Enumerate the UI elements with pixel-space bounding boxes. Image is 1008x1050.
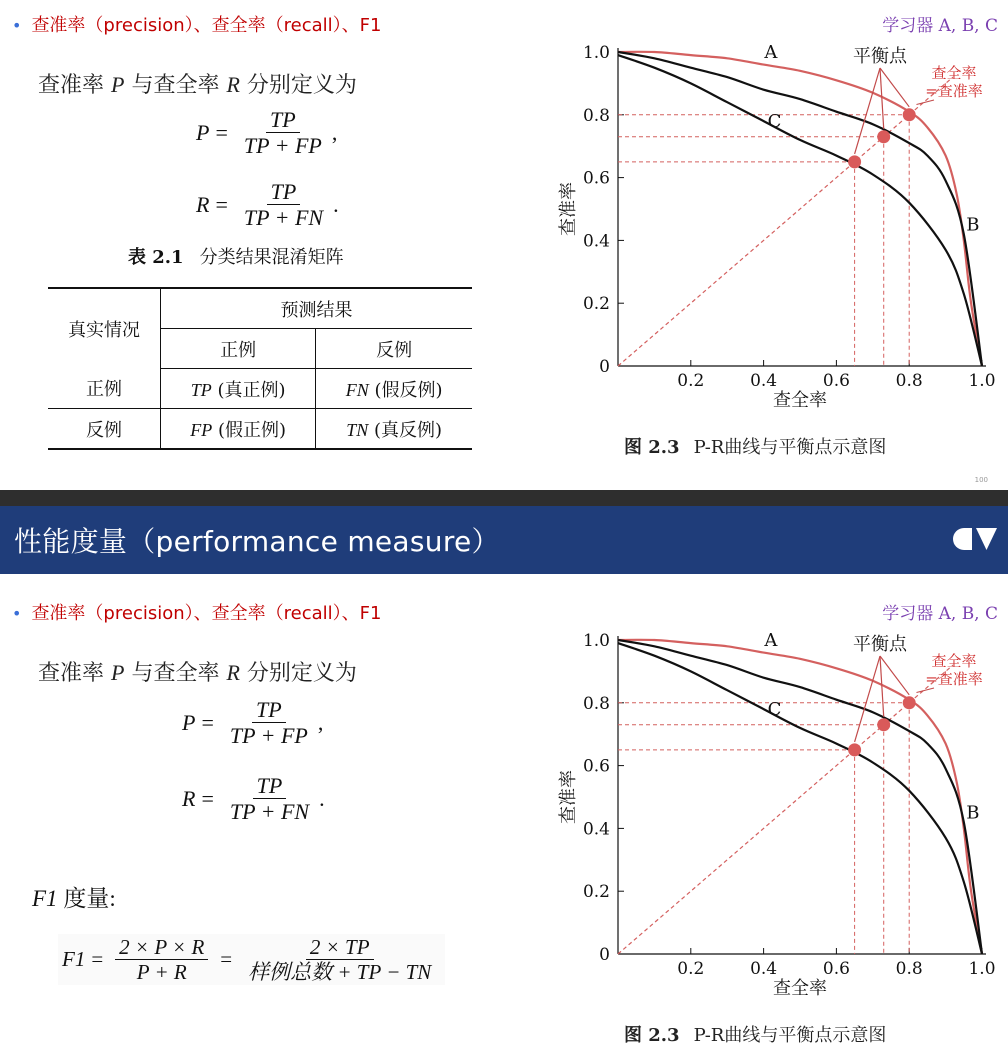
learners-label: 学习器 A, B, C <box>882 16 998 36</box>
bullet-dot-icon: • <box>12 16 22 35</box>
bullet-line <box>12 11 381 37</box>
y-tick-label: 0.6 <box>582 756 610 777</box>
cell-fn <box>316 369 472 409</box>
formula-lhs: R <box>196 191 210 217</box>
y-tick-label: 0.6 <box>582 168 610 189</box>
formula-punct: . <box>333 191 339 217</box>
definition-part: 查准率 <box>38 661 111 686</box>
definition-part: 查准率 <box>38 73 111 98</box>
diagonal-label-line2: =查准率 <box>925 670 983 688</box>
cell-symbol: TP <box>190 379 212 400</box>
y-tick-label: 0.4 <box>582 231 610 252</box>
slide-separator <box>0 490 1008 506</box>
table-caption-number: 表 2.1 <box>128 247 184 268</box>
y-tick-label: 0 <box>599 357 610 377</box>
x-axis-label: 查全率 <box>773 390 827 411</box>
formula-numerator: TP <box>253 774 287 799</box>
formula-denominator: P + R <box>136 960 187 985</box>
cell-text: (真正例) <box>211 379 286 401</box>
formula-lhs: F1 <box>62 947 86 972</box>
diagonal-label-arrow <box>916 100 934 105</box>
definition-part: 分别定义为 <box>239 73 357 98</box>
bullet-text: 查准率（precision）、查全率（recall）、F1 <box>31 603 382 624</box>
x-tick-label: 0.4 <box>750 959 778 979</box>
formula-punct: . <box>319 785 325 811</box>
break-even-label: 平衡点 <box>853 634 907 655</box>
break-even-marker-b <box>877 130 890 143</box>
symbol-r: R <box>226 72 240 97</box>
table-caption <box>128 243 344 269</box>
break-even-marker-b <box>877 718 890 731</box>
f1-label <box>32 880 116 913</box>
x-tick-label: 0.2 <box>677 371 705 391</box>
diagonal-label-arrow <box>916 688 934 693</box>
formula-punct: , <box>317 709 324 735</box>
formula-precision: P = $\frac{TP}{TP + FP}$ , <box>182 697 324 749</box>
slide-upper <box>0 0 1008 490</box>
x-tick-label: 0.6 <box>822 959 850 979</box>
x-tick-label: 0.6 <box>822 371 850 391</box>
x-axis-label: 查全率 <box>773 978 827 999</box>
y-axis-label: 查准率 <box>558 182 579 236</box>
break-even-arrow <box>880 68 909 107</box>
y-tick-label: 1.0 <box>582 43 610 63</box>
break-even-marker-a <box>903 696 916 709</box>
y-tick-label: 0.2 <box>582 294 610 315</box>
y-tick-label: 0.8 <box>582 105 610 126</box>
formula-lhs: P <box>182 709 196 735</box>
x-tick-label: 1.0 <box>968 371 996 391</box>
title-bar <box>0 506 1008 574</box>
row-label-positive: 正例 <box>86 379 122 401</box>
cell-symbol: FN <box>345 379 369 400</box>
break-even-arrow <box>880 656 909 695</box>
figure-caption-number: 图 2.3 <box>624 1025 680 1046</box>
definition-line <box>38 68 357 99</box>
diagonal-label-line2: =查准率 <box>925 82 983 100</box>
cell-tp <box>161 369 316 409</box>
header-col-positive: 正例 <box>161 329 316 369</box>
formula-denominator: TP + FN <box>243 205 324 231</box>
f1-label-text: 度量: <box>57 886 116 911</box>
figure-caption-number: 图 2.3 <box>624 437 680 458</box>
definition-part: 与查全率 <box>124 73 227 98</box>
cell-tn <box>316 409 472 450</box>
formula-f1: F1 = $\frac{2 \times P \times R}{P + R}$ = $\frac{2 \times TP}{\text{样例总数 + TP − TN}}$ <box>58 934 445 985</box>
curve-label-c: C <box>767 699 782 721</box>
curve-label-a: A <box>764 42 778 63</box>
formula-numerator: 2 × TP <box>306 936 374 960</box>
diagonal-label-line1: 查全率 <box>931 652 977 670</box>
table-caption-text: 分类结果混淆矩阵 <box>199 247 344 268</box>
formula-punct: , <box>331 119 338 145</box>
page-number: 100 <box>974 476 988 484</box>
y-tick-label: 0.4 <box>582 819 610 840</box>
break-even-label: 平衡点 <box>853 46 907 67</box>
formula-lhs: P <box>196 119 210 145</box>
break-even-arrow <box>855 656 880 742</box>
figure-caption-text: P-R曲线与平衡点示意图 <box>693 1025 887 1046</box>
diagonal-line <box>618 77 953 366</box>
cell-text: (假正例) <box>212 419 287 441</box>
formula-numerator: TP <box>266 108 300 133</box>
header-true-condition: 真实情况 <box>48 288 161 369</box>
curve-label-b: B <box>966 214 980 236</box>
definition-part: 与查全率 <box>124 661 227 686</box>
break-even-marker-a <box>903 108 916 121</box>
symbol-p: P <box>111 72 125 97</box>
header-prediction: 预测结果 <box>161 288 473 329</box>
formula-precision: P = $\frac{TP}{TP + FP}$ , <box>196 107 338 159</box>
diagonal-line <box>618 665 953 954</box>
y-tick-label: 0.8 <box>582 693 610 714</box>
cell-text: (假反例) <box>368 379 443 401</box>
header-col-negative: 反例 <box>316 329 472 369</box>
x-tick-label: 0.8 <box>895 959 923 979</box>
slide-title: 性能度量（performance measure） <box>14 525 500 558</box>
figure-caption-text: P-R曲线与平衡点示意图 <box>693 437 887 458</box>
formula-recall: R = $\frac{TP}{TP + FN}$ . <box>182 773 325 825</box>
cell-symbol: TN <box>346 419 369 440</box>
formula-denominator: TP + FP <box>243 133 322 159</box>
curve-label-b: B <box>966 802 980 824</box>
definition-line <box>38 656 357 687</box>
x-tick-label: 0.4 <box>750 371 778 391</box>
x-tick-label: 0.2 <box>677 959 705 979</box>
y-tick-label: 1.0 <box>582 631 610 651</box>
curve-label-c: C <box>767 111 782 133</box>
x-tick-label: 1.0 <box>968 959 996 979</box>
formula-numerator: TP <box>267 180 301 205</box>
f1-symbol: F1 <box>32 886 58 911</box>
formula-numerator: 2 × P × R <box>115 936 208 960</box>
learners-label: 学习器 A, B, C <box>882 604 998 624</box>
break-even-marker-c <box>848 743 861 756</box>
formula-denominator: 样例总数 + TP − TN <box>248 960 432 985</box>
formula-recall: R = $\frac{TP}{TP + FN}$ . <box>196 179 339 231</box>
break-even-arrow <box>855 68 880 154</box>
pr-curve-chart <box>540 588 1008 1008</box>
y-axis-label: 查准率 <box>558 770 579 824</box>
diagonal-label-line1: 查全率 <box>931 64 977 82</box>
formula-denominator: TP + FN <box>229 799 310 825</box>
confusion-matrix-table <box>48 287 472 450</box>
bullet-text: 查准率（precision）、查全率（recall）、F1 <box>31 15 382 36</box>
slide-lower <box>0 506 1008 1050</box>
formula-lhs: R <box>182 785 196 811</box>
y-tick-label: 0 <box>599 945 610 965</box>
formula-denominator: TP + FP <box>229 723 308 749</box>
curve-label-a: A <box>764 630 778 651</box>
figure-caption <box>624 433 886 459</box>
pr-curve-chart <box>540 0 1008 420</box>
definition-part: 分别定义为 <box>239 661 357 686</box>
cell-symbol: FP <box>190 419 213 440</box>
break-even-marker-c <box>848 155 861 168</box>
figure-caption <box>624 1021 886 1047</box>
symbol-r: R <box>226 660 240 685</box>
symbol-p: P <box>111 660 125 685</box>
x-tick-label: 0.8 <box>895 371 923 391</box>
bullet-dot-icon: • <box>12 604 22 623</box>
cell-fp <box>161 409 316 450</box>
bullet-line <box>12 599 381 625</box>
formula-numerator: TP <box>252 698 286 723</box>
y-tick-label: 0.2 <box>582 882 610 903</box>
row-label-negative: 反例 <box>48 409 161 450</box>
cell-text: (真反例) <box>368 419 443 441</box>
logo-icon <box>952 526 998 552</box>
